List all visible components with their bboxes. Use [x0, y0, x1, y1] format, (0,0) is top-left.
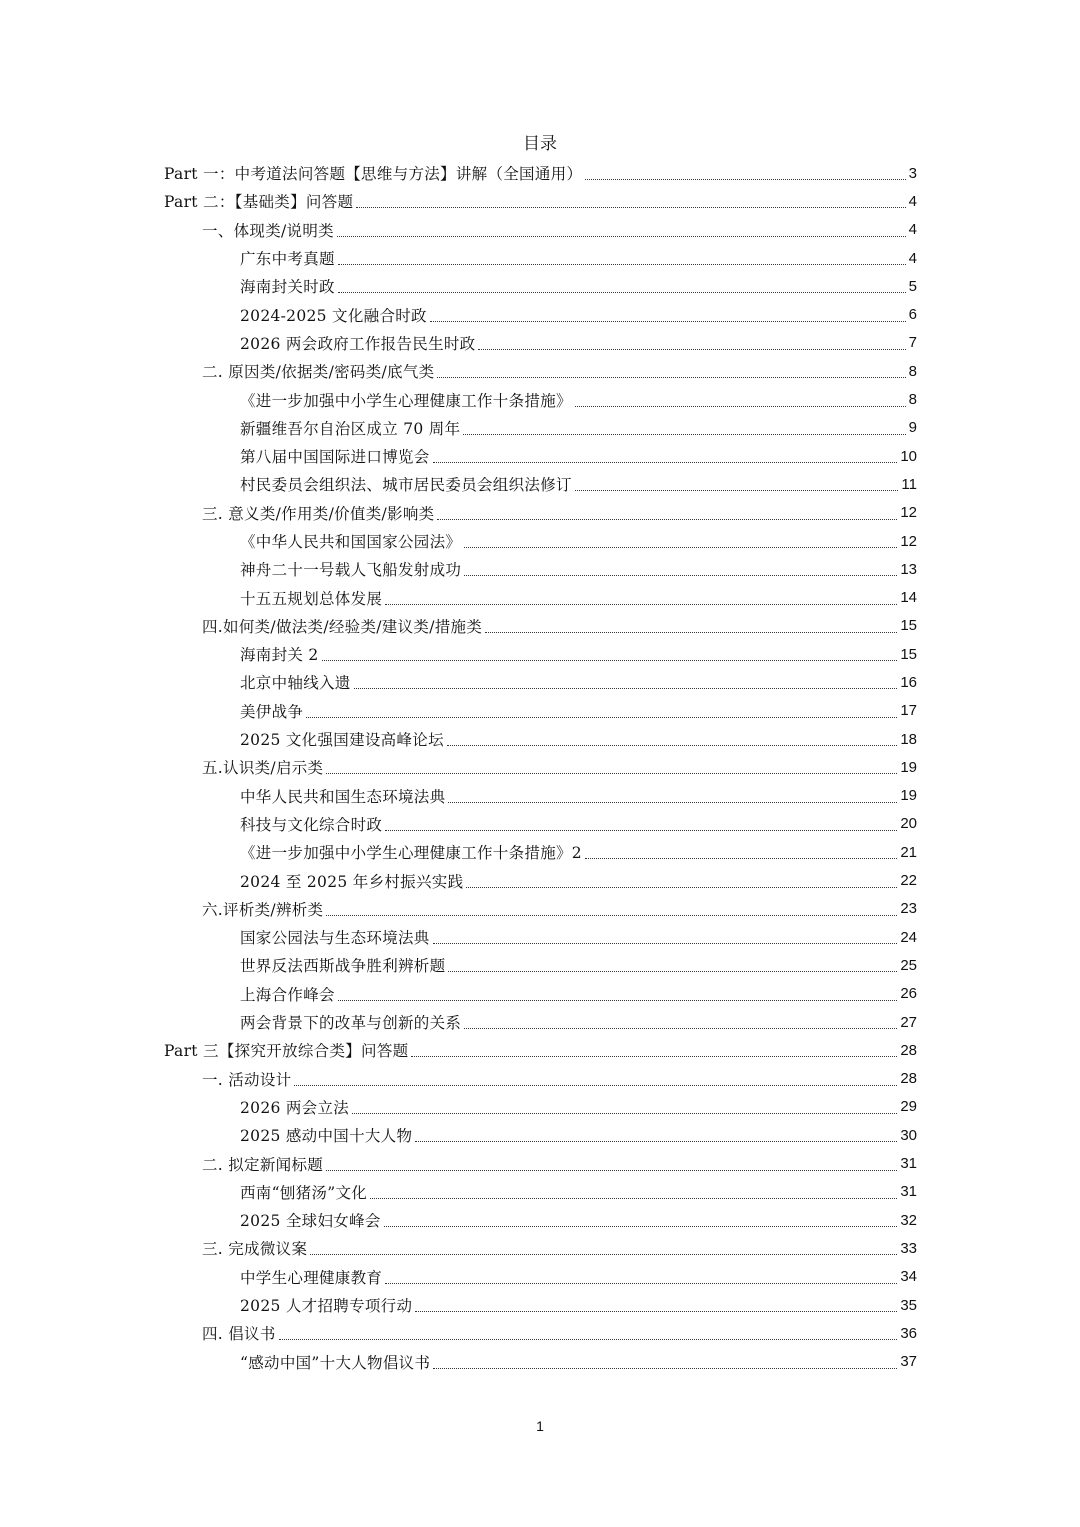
dot-leader	[463, 433, 905, 435]
toc-entry-label: 中华人民共和国生态环境法典	[240, 787, 446, 806]
toc-entry-page-number: 21	[900, 843, 917, 861]
toc-entry-label: 世界反法西斯战争胜利辨析题	[240, 957, 446, 976]
toc-entry-label: 北京中轴线入遗	[240, 674, 351, 693]
toc-entry[interactable]	[0, 414, 917, 442]
dot-leader	[326, 1169, 897, 1171]
dot-leader	[326, 914, 897, 916]
toc-entry-page-number: 9	[908, 419, 917, 437]
toc-entry-page-number: 13	[900, 560, 917, 578]
dot-leader	[575, 489, 899, 491]
toc-entry-page-number: 33	[900, 1239, 917, 1257]
dot-leader	[385, 829, 897, 831]
dot-leader	[485, 631, 897, 633]
dot-leader	[352, 1112, 897, 1114]
toc-entry-page-number: 28	[900, 1041, 917, 1059]
toc-entry-page-number: 22	[900, 872, 917, 890]
toc-entry[interactable]	[0, 1178, 917, 1206]
dot-leader	[322, 659, 898, 661]
toc-entry-label: 村民委员会组织法、城市居民委员会组织法修订	[240, 476, 572, 495]
toc-entry[interactable]	[0, 187, 917, 215]
toc-entry-label: 2026 两会政府工作报告民生时政	[240, 334, 476, 353]
toc-entry[interactable]	[0, 838, 917, 866]
toc-entry-label: 《进一步加强中小学生心理健康工作十条措施》	[240, 391, 572, 410]
dot-leader	[385, 1282, 897, 1284]
dot-leader	[464, 1027, 897, 1029]
toc-entry[interactable]	[0, 895, 917, 923]
toc-entry-page-number: 28	[900, 1070, 917, 1088]
toc-entry[interactable]	[0, 1121, 917, 1149]
dot-leader	[478, 348, 905, 350]
dot-leader	[448, 801, 897, 803]
toc-entry-label: “感动中国”十大人物倡议书	[240, 1353, 431, 1372]
toc-entry-label: 二. 拟定新闻标题	[202, 1155, 324, 1174]
toc-entry[interactable]	[0, 1263, 917, 1291]
toc-entry-label: 2025 全球妇女峰会	[240, 1212, 381, 1231]
toc-entry-label: 五.认识类/启示类	[202, 759, 324, 778]
toc-entry[interactable]	[0, 1206, 917, 1234]
toc-entry-label: 神舟二十一号载人飞船发射成功	[240, 561, 462, 580]
toc-entry-page-number: 11	[901, 475, 917, 493]
toc-entry[interactable]	[0, 612, 917, 640]
toc-entry[interactable]	[0, 470, 917, 498]
toc-entry-label: 2024-2025 文化融合时政	[240, 306, 427, 325]
toc-entry[interactable]	[0, 329, 917, 357]
dot-leader	[415, 1140, 897, 1142]
toc-entry-label: 《中华人民共和国国家公园法》	[240, 533, 462, 551]
dot-leader	[464, 546, 897, 548]
toc-entry-page-number: 17	[900, 702, 917, 720]
toc-entry-page-number: 30	[900, 1126, 917, 1144]
toc-entry-page-number: 10	[900, 447, 917, 465]
toc-entry-label: 新疆维吾尔自治区成立 70 周年	[240, 419, 461, 438]
dot-leader	[415, 1310, 897, 1312]
dot-leader	[337, 235, 906, 237]
toc-entry[interactable]	[0, 1008, 917, 1036]
dot-leader	[384, 1225, 898, 1227]
toc-entry-label: 一. 活动设计	[202, 1070, 292, 1089]
toc-entry[interactable]	[0, 357, 917, 385]
toc-entry[interactable]	[0, 697, 917, 725]
dot-leader	[585, 857, 897, 859]
dot-leader	[447, 744, 897, 746]
toc-entry[interactable]	[0, 980, 917, 1008]
toc-entry[interactable]	[0, 1291, 917, 1319]
toc-entry-label: 《进一步加强中小学生心理健康工作十条措施》2	[240, 844, 582, 863]
toc-entry[interactable]	[0, 810, 917, 838]
toc-entry[interactable]	[0, 753, 917, 781]
toc-entry-label: 第八届中国国际进口博览会	[240, 448, 430, 467]
toc-entry-page-number: 19	[900, 758, 917, 776]
toc-entry[interactable]	[0, 782, 917, 810]
dot-leader	[433, 461, 898, 463]
toc-entry-page-number: 32	[900, 1211, 917, 1229]
table-of-contents	[0, 159, 1080, 1376]
toc-entry-label: 海南封关时政	[240, 278, 335, 297]
toc-entry[interactable]	[0, 385, 917, 413]
toc-entry-label: 国家公园法与生态环境法典	[240, 929, 430, 948]
toc-entry-page-number: 12	[900, 504, 917, 522]
toc-entry[interactable]	[0, 1347, 917, 1375]
dot-leader	[466, 886, 897, 888]
toc-entry[interactable]	[0, 725, 917, 753]
toc-entry-label: 一、体现类/说明类	[202, 221, 334, 240]
toc-entry[interactable]	[0, 1319, 917, 1347]
dot-leader	[433, 1367, 897, 1369]
dot-leader	[338, 999, 898, 1001]
toc-entry-page-number: 8	[908, 391, 917, 409]
toc-entry-label: 2025 文化强国建设高峰论坛	[240, 731, 444, 750]
toc-entry-page-number: 29	[900, 1098, 917, 1116]
toc-entry-label: 2025 感动中国十大人物	[240, 1127, 413, 1146]
toc-entry-label: 两会背景下的改革与创新的关系	[240, 1014, 462, 1033]
toc-entry-label: 二. 原因类/依据类/密码类/底气类	[202, 363, 435, 382]
toc-entry-label: 三. 意义类/作用类/价值类/影响类	[202, 504, 435, 523]
toc-entry-page-number: 31	[900, 1155, 917, 1173]
footer-page-number: 1	[536, 1418, 544, 1434]
toc-entry[interactable]	[0, 1036, 917, 1064]
toc-entry[interactable]	[0, 866, 917, 894]
toc-entry[interactable]	[0, 1065, 917, 1093]
toc-entry[interactable]	[0, 244, 917, 272]
dot-leader	[430, 320, 906, 322]
toc-entry-page-number: 35	[900, 1296, 917, 1314]
toc-entry-page-number: 34	[900, 1268, 917, 1286]
toc-entry-label: 西南“刨猪汤”文化	[240, 1183, 368, 1202]
toc-entry-label: 2026 两会立法	[240, 1098, 350, 1117]
toc-entry[interactable]	[0, 527, 917, 555]
dot-leader	[294, 1084, 897, 1086]
toc-entry-page-number: 4	[908, 221, 917, 239]
toc-entry-page-number: 6	[908, 306, 917, 324]
toc-entry[interactable]	[0, 668, 917, 696]
toc-entry-page-number: 7	[908, 334, 917, 352]
dot-leader	[411, 1055, 897, 1057]
toc-entry-page-number: 26	[900, 985, 917, 1003]
toc-entry-page-number: 14	[900, 589, 917, 607]
toc-entry[interactable]	[0, 159, 917, 187]
toc-entry[interactable]	[0, 951, 917, 979]
toc-entry-label: 四. 倡议书	[202, 1325, 276, 1344]
dot-leader	[437, 376, 905, 378]
dot-leader	[354, 687, 898, 689]
toc-entry-page-number: 4	[908, 249, 917, 267]
toc-entry[interactable]	[0, 640, 917, 668]
dot-leader	[326, 772, 897, 774]
toc-entry-label: Part 三【探究开放综合类】问答题	[164, 1042, 409, 1061]
dot-leader	[464, 574, 897, 576]
toc-entry-label: 四.如何类/做法类/经验类/建议类/措施类	[202, 617, 483, 636]
toc-entry-page-number: 15	[900, 617, 917, 635]
toc-entry-page-number: 25	[900, 956, 917, 974]
toc-entry-page-number: 20	[900, 815, 917, 833]
toc-entry[interactable]	[0, 583, 917, 611]
toc-entry-label: 科技与文化综合时政	[240, 815, 383, 834]
toc-entry[interactable]	[0, 300, 917, 328]
dot-leader	[385, 603, 897, 605]
dot-leader	[448, 970, 897, 972]
toc-entry-label: 广东中考真题	[240, 250, 335, 269]
toc-entry-page-number: 16	[900, 673, 917, 691]
toc-title: 目录	[523, 134, 557, 154]
dot-leader	[575, 405, 906, 407]
dot-leader	[306, 716, 897, 718]
toc-entry-label: 2025 人才招聘专项行动	[240, 1297, 413, 1316]
toc-entry-label: 十五五规划总体发展	[240, 589, 383, 608]
toc-entry-page-number: 19	[900, 787, 917, 805]
toc-entry-label: 海南封关 2	[240, 646, 319, 665]
toc-entry-page-number: 36	[900, 1324, 917, 1342]
toc-entry[interactable]	[0, 1234, 917, 1262]
toc-entry[interactable]	[0, 499, 917, 527]
dot-leader	[279, 1338, 898, 1340]
toc-entry-page-number: 3	[908, 164, 917, 182]
toc-entry-label: 中学生心理健康教育	[240, 1268, 383, 1287]
toc-entry-page-number: 12	[900, 532, 917, 550]
dot-leader	[433, 942, 898, 944]
dot-leader	[338, 291, 906, 293]
toc-entry-page-number: 31	[900, 1183, 917, 1201]
toc-entry-page-number: 23	[900, 900, 917, 918]
toc-entry-page-number: 8	[908, 362, 917, 380]
toc-entry-label: 六.评析类/辨析类	[202, 900, 324, 919]
toc-entry-label: 2024 至 2025 年乡村振兴实践	[240, 872, 464, 891]
toc-entry[interactable]	[0, 923, 917, 951]
toc-entry[interactable]	[0, 272, 917, 300]
toc-entry-label: Part 一：中考道法问答题【思维与方法】讲解（全国通用）	[164, 165, 583, 184]
dot-leader	[338, 263, 906, 265]
toc-entry[interactable]	[0, 216, 917, 244]
toc-entry-page-number: 18	[900, 730, 917, 748]
toc-entry[interactable]	[0, 442, 917, 470]
dot-leader	[310, 1253, 897, 1255]
toc-entry-label: Part 二：【基础类】问答题	[164, 193, 354, 212]
toc-entry-page-number: 4	[908, 192, 917, 210]
toc-entry-page-number: 5	[908, 277, 917, 295]
toc-entry-label: 上海合作峰会	[240, 985, 335, 1004]
dot-leader	[356, 206, 905, 208]
toc-entry[interactable]	[0, 1149, 917, 1177]
toc-entry[interactable]	[0, 555, 917, 583]
toc-entry[interactable]	[0, 1093, 917, 1121]
toc-entry-label: 美伊战争	[240, 702, 304, 721]
dot-leader	[585, 178, 905, 180]
dot-leader	[370, 1197, 897, 1199]
toc-entry-page-number: 37	[900, 1353, 917, 1371]
toc-entry-page-number: 15	[900, 645, 917, 663]
toc-entry-page-number: 24	[900, 928, 917, 946]
toc-entry-label: 三. 完成微议案	[202, 1240, 308, 1259]
dot-leader	[437, 518, 897, 520]
toc-entry-page-number: 27	[900, 1013, 917, 1031]
